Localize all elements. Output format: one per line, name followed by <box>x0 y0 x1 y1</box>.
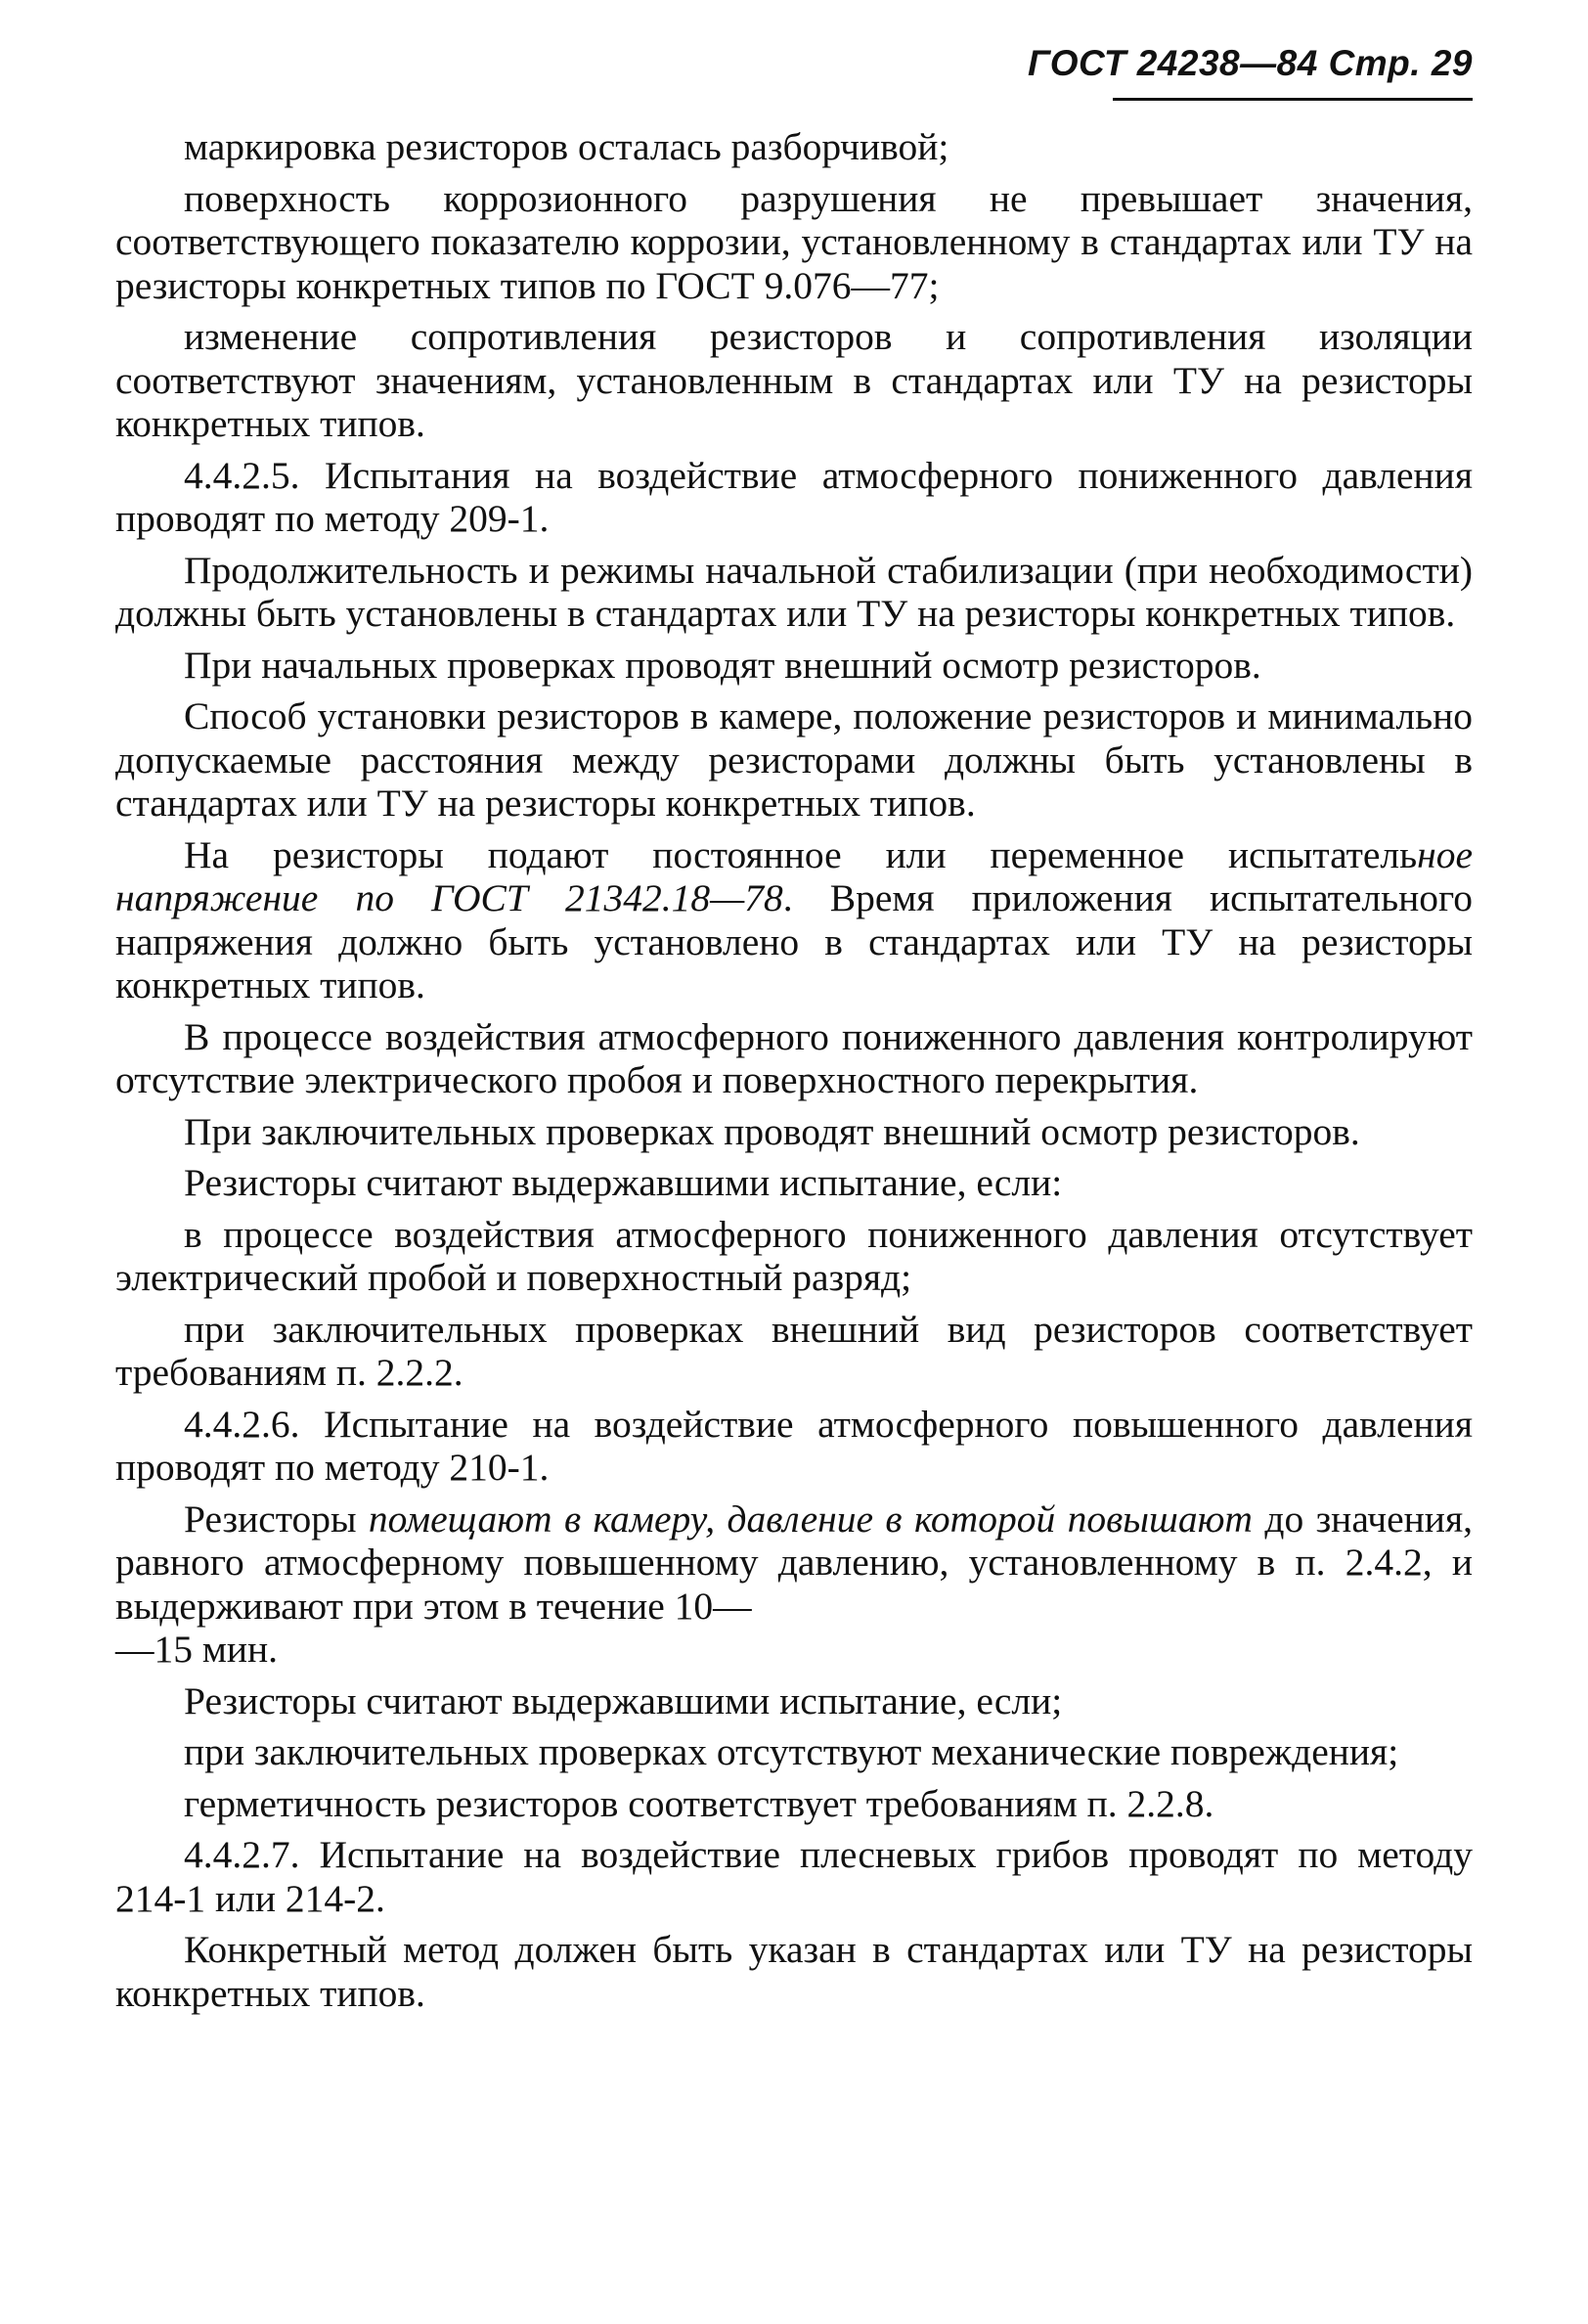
paragraph <box>115 1110 1473 1154</box>
paragraph <box>115 549 1473 636</box>
text-segment: 4.4.2.6. Испытание на воздействие атмосферного повышенного давления проводят по методу 210-1. <box>115 1402 1473 1489</box>
paragraph <box>115 1497 1473 1672</box>
paragraph <box>115 454 1473 541</box>
page-header <box>1028 43 1473 84</box>
text-segment: при заключительных проверках отсутствуют механические повреждения; <box>184 1730 1399 1773</box>
text-segment: Способ установки резисторов в камере, положение резисторов и минимально допускаемые расстояния между резисторами должны быть установлены в стандартах или ТУ на резисторы конкретных типов. <box>115 694 1473 825</box>
italic-text-segment: помещают в камеру, давление в которой повышают <box>368 1497 1253 1541</box>
document-body <box>115 125 1473 2015</box>
text-segment: Продолжительность и режимы начальной стабилизации (при необходимости) должны быть установлены в стандартах или ТУ на резисторы конкретных типов. <box>115 548 1473 635</box>
text-segment: 4.4.2.5. Испытания на воздействие атмосферного пониженного давления проводят по методу 209-1. <box>115 453 1473 540</box>
paragraph <box>115 1403 1473 1490</box>
text-segment: Резисторы <box>184 1497 369 1541</box>
paragraph <box>115 1928 1473 2015</box>
text-segment: В процессе воздействия атмосферного пониженного давления контролируют отсутствие электрического пробоя и поверхностного перекрытия. <box>115 1014 1473 1101</box>
paragraph <box>115 694 1473 826</box>
paragraph <box>115 1679 1473 1723</box>
paragraph <box>115 1213 1473 1300</box>
paragraph <box>115 1730 1473 1774</box>
paragraph <box>115 1161 1473 1205</box>
italic-text-segment: ное напряжение по ГОСТ 21342.18—78 <box>115 832 1473 919</box>
paragraph <box>115 1015 1473 1102</box>
text-segment: поверхность коррозионного разрушения не превышает значения, соответствующего показателю коррозии, установленному в стандартах или ТУ на резисторы конкретных типов по ГОСТ 9.076—77; <box>115 176 1473 307</box>
text-segment: Резисторы считают выдержавшими испытание, если; <box>184 1678 1063 1722</box>
text-segment: Конкретный метод должен быть указан в стандартах или ТУ на резисторы конкретных типов. <box>115 1928 1473 2015</box>
text-segment: маркировка резисторов осталась разборчивой; <box>184 125 949 168</box>
paragraph <box>115 315 1473 446</box>
text-segment: при заключительных проверках внешний вид резисторов соответствует требованиям п. 2.2.2. <box>115 1307 1473 1394</box>
paragraph <box>115 1782 1473 1826</box>
page-number: Стр. 29 <box>1328 43 1473 83</box>
text-segment: . Время приложения испытательного напряжения должно быть установлено в стандартах или ТУ на резисторы конкретных типов. <box>115 876 1474 1006</box>
text-segment: 4.4.2.7. Испытание на воздействие плесневых грибов проводят по методу 214-1 или 214-2. <box>115 1833 1473 1920</box>
text-segment: На резисторы подают постоянное или переменное испытатель <box>184 832 1418 876</box>
paragraph <box>115 644 1473 688</box>
text-segment: Резисторы считают выдержавшими испытание, если: <box>184 1161 1063 1204</box>
paragraph <box>115 1833 1473 1920</box>
text-segment: до значения, равного атмосферному повышенному давлению, установленному в п. 2.4.2, и выдерживают при этом в течение 10— <box>115 1497 1473 1628</box>
paragraph <box>115 833 1473 1007</box>
paragraph <box>115 177 1473 308</box>
text-segment: При начальных проверках проводят внешний осмотр резисторов. <box>184 643 1261 687</box>
text-segment: в процессе воздействия атмосферного пониженного давления отсутствует электрический пробой и поверхностный разряд; <box>115 1212 1473 1299</box>
paragraph <box>115 1308 1473 1395</box>
paragraph <box>115 125 1473 169</box>
text-segment: герметичность резисторов соответствует требованиям п. 2.2.8. <box>184 1781 1214 1825</box>
standard-number: ГОСТ 24238—84 <box>1028 43 1318 83</box>
header-rule <box>1113 98 1473 101</box>
text-segment: изменение сопротивления резисторов и сопротивления изоляции соответствуют значениям, установленным в стандартах или ТУ на резисторы конкретных типов. <box>115 315 1473 445</box>
text-segment: —15 мин. <box>115 1628 279 1671</box>
text-segment: При заключительных проверках проводят внешний осмотр резисторов. <box>184 1109 1360 1153</box>
